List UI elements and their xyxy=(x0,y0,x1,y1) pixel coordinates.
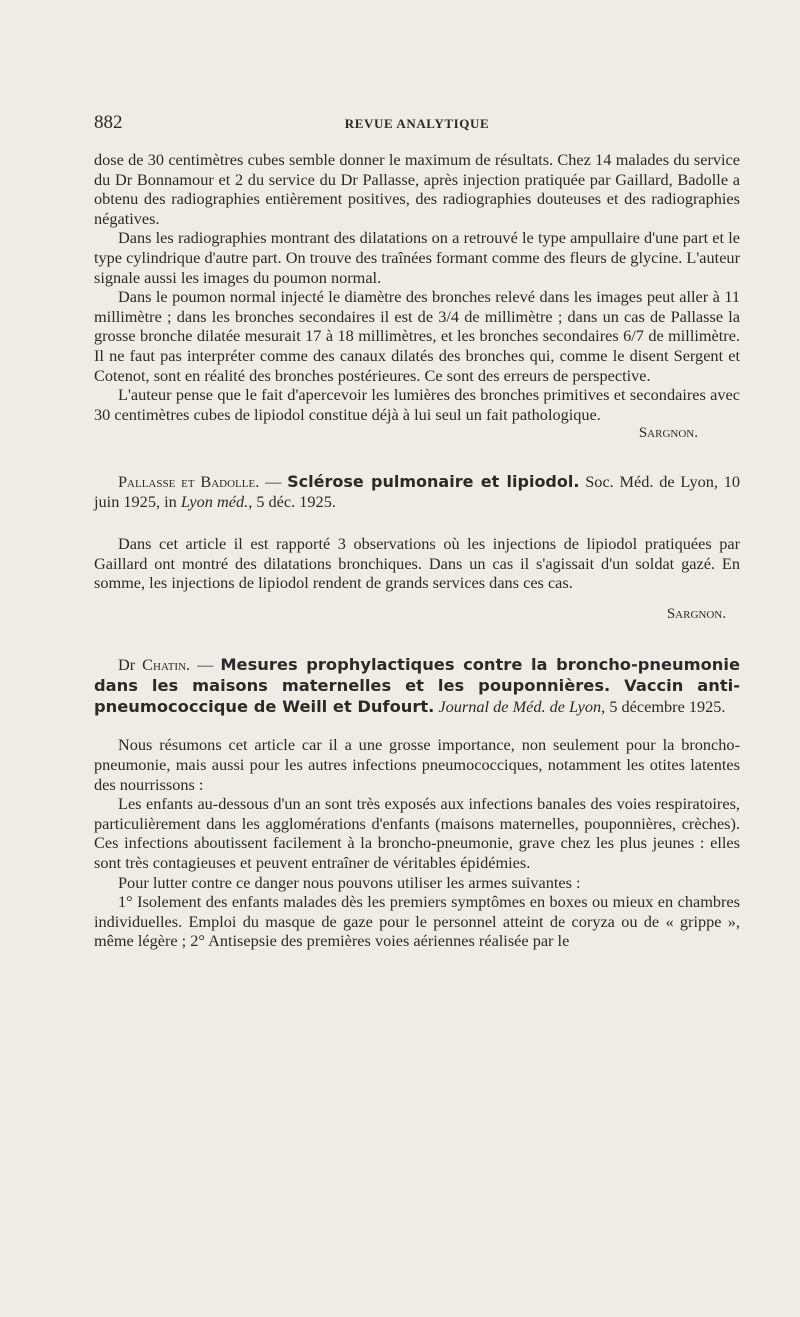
article-heading xyxy=(94,654,740,717)
paragraph: Dans le poumon normal injecté le diamètre des bronches relevé dans les images peut aller à 11 millimètre ; dans les bronches secondaires il est de 3/4 de millimètre ; dans un cas de Pallasse la grosse bronche dilatée mesurait 17 à 18 millimètres, et les bronches secondaires 6/7 de millimètre. Il ne faut pas interpréter comme des canaux dilatés des bronches qui, comme le disent Sergent et Cotenot, sont en réalité des bronches postérieures. Ce sont des erreurs de perspective. xyxy=(94,287,740,385)
article-title: Sclérose pulmonaire et lipiodol. xyxy=(287,471,580,491)
article-author: Chatin. xyxy=(135,655,191,675)
heading-dash: — xyxy=(259,471,288,491)
page xyxy=(94,112,740,951)
paragraph: L'auteur pense que le fait d'apercevoir les lumières des bronches primitives et secondaires avec 30 centimètres cubes de lipiodol constitue déjà à lui seul un fait pathologique. xyxy=(94,385,740,424)
paragraph: Dans cet article il est rapporté 3 observations où les injections de lipiodol pratiquées par Gaillard ont montré des dilatations bronchiques. Dans un cas il s'agissait d'un soldat gazé. En somme, les injections de lipiodol rendent de grands services dans ces cas. xyxy=(94,534,740,593)
heading-dash: — xyxy=(190,655,221,675)
article-date: 5 décembre 1925. xyxy=(605,697,726,717)
signature: Sargnon. xyxy=(666,605,726,622)
signature: Sargnon. xyxy=(638,425,698,442)
running-title: REVUE ANALYTIQUE xyxy=(344,116,490,131)
paragraph: Pour lutter contre ce danger nous pouvons utiliser les armes suivantes : xyxy=(118,872,581,892)
page-number: 882 xyxy=(94,112,123,133)
paragraph: Les enfants au-dessous d'un an sont très exposés aux infections banales des voies respiratoires, particulièrement dans les agglomérations d'enfants (maisons maternelles, pouponnières, crèches). Ces infections aboutissent facilement à la broncho-pneumonie, grave chez les plus jeunes : elles sont très contagieuses et peuvent entraîner de véritables épidémies. xyxy=(94,794,740,873)
author-title: Dr xyxy=(118,655,136,675)
paragraph: Dans les radiographies montrant des dilatations on a retrouvé le type ampullaire d'une part et le type cylindrique d'autre part. On trouve des traînées formant comme des fleurs de glycine. L'auteur signale aussi les images du poumon normal. xyxy=(94,228,740,287)
article-title: Mesures prophylactiques contre la broncho-pneumonie dans les maisons maternelles et les pouponnières. Vaccin anti-pneumococcique de Weill et Dufourt. xyxy=(94,655,740,717)
paragraph: 1° Isolement des enfants malades dès les premiers symptômes en boxes ou mieux en chambres individuelles. Emploi du masque de gaze pour le personnel atteint de coryza ou de « grippe », même légère ; 2° Antisepsie des premières voies aériennes réalisée par le xyxy=(94,892,740,951)
article-date: , 5 déc. 1925. xyxy=(248,491,336,511)
article-heading xyxy=(94,472,740,511)
article-source: Soc. Méd. de Lyon, 10 juin 1925, in xyxy=(94,471,741,511)
paragraph: dose de 30 centimètres cubes semble donner le maximum de résultats. Chez 14 malades du service du Dr Bonnamour et 2 du service du Dr Pallasse, après injection pratiquée par Gaillard, Badolle a obtenu des radiographies entièrement positives, des radiographies douteuses et des radiographies négatives. xyxy=(94,150,740,228)
journal-name: Lyon méd. xyxy=(180,491,249,511)
paragraph: Nous résumons cet article car il a une grosse importance, non seulement pour la broncho-pneumonie, mais aussi pour les autres infections pneumococciques, notamment les otites latentes des nourrissons : xyxy=(94,735,740,794)
page-header xyxy=(94,112,740,138)
article-authors: Pallasse et Badolle. xyxy=(118,471,260,491)
journal-name: Journal de Méd. de Lyon, xyxy=(434,697,606,717)
